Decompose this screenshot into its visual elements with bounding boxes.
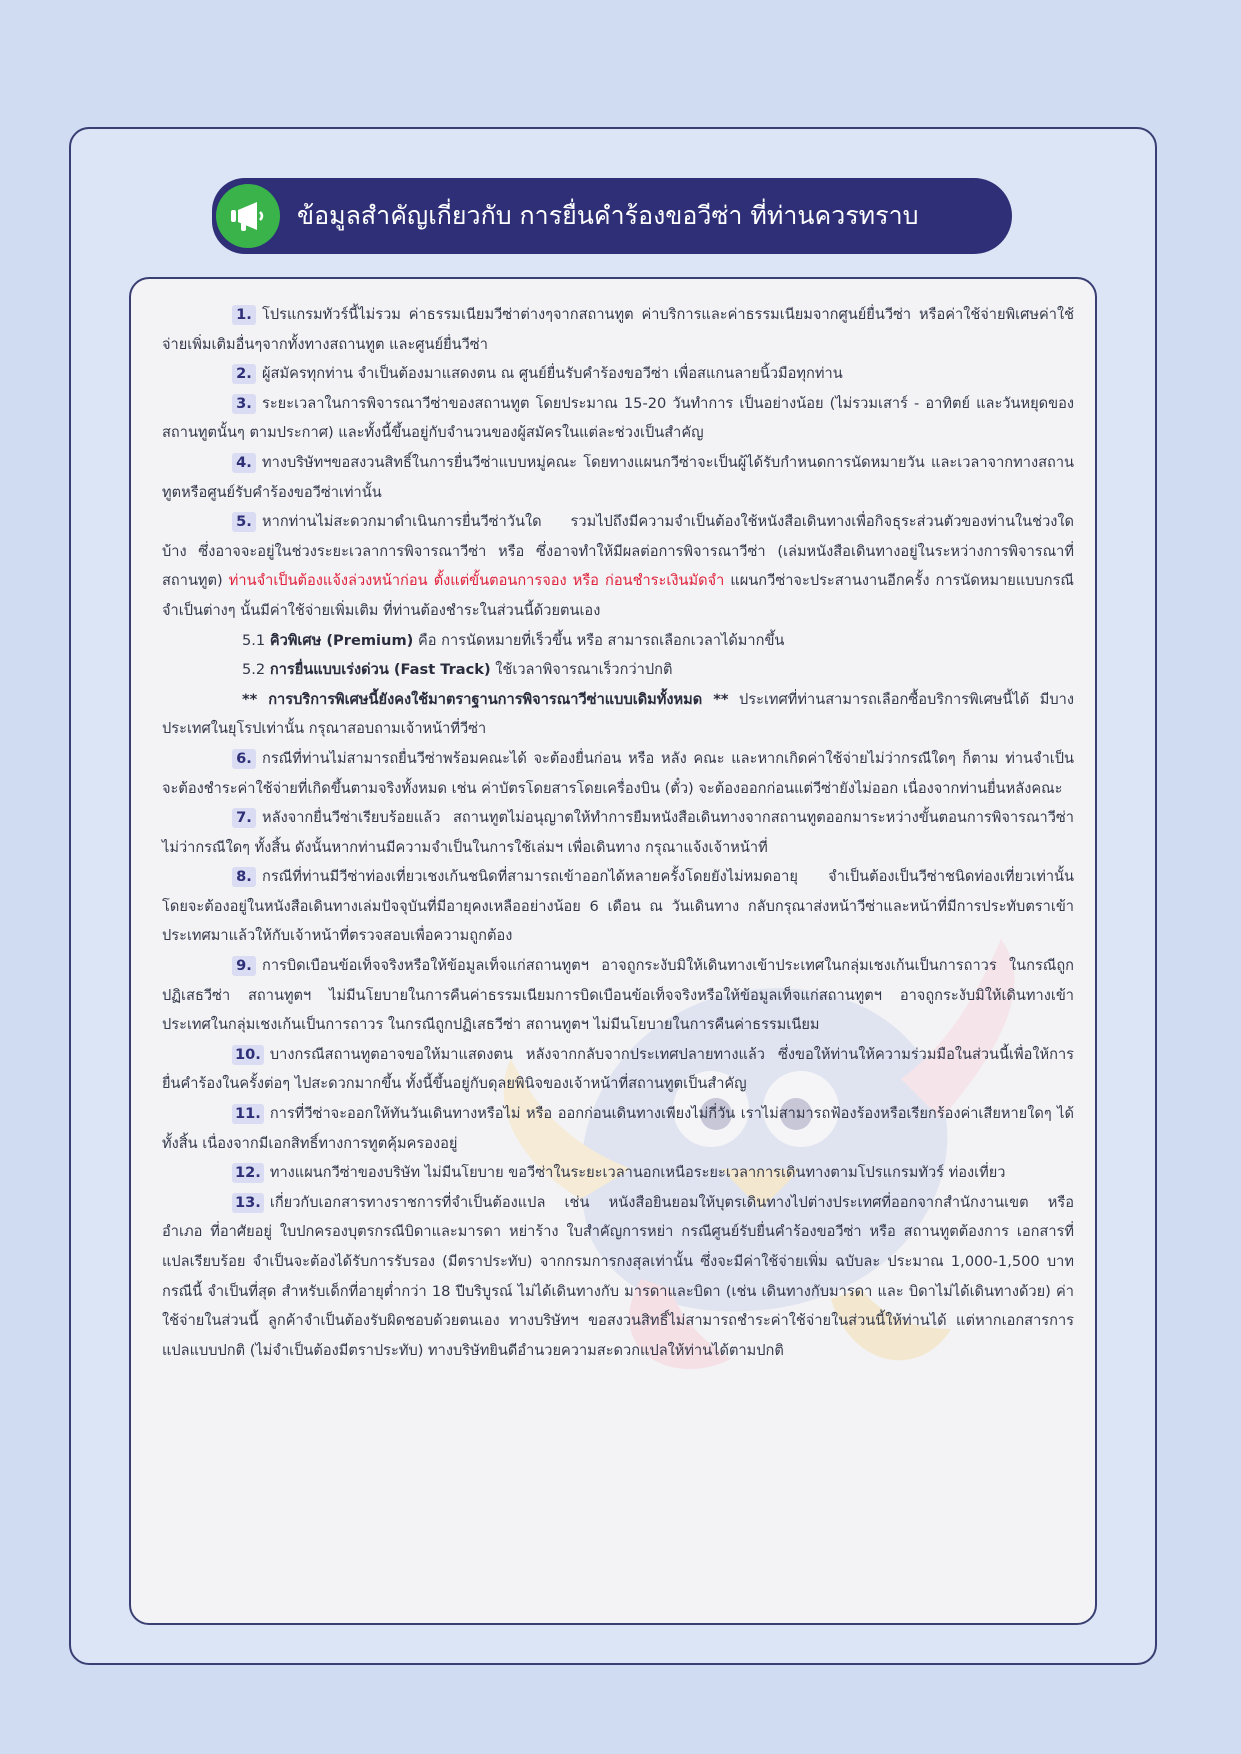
list-item — [162, 1040, 1074, 1099]
list-item — [162, 951, 1074, 1040]
item-number: 9. — [232, 956, 256, 976]
item-number: 6. — [232, 749, 256, 769]
list-item — [162, 1188, 1074, 1366]
item-number: 2. — [232, 364, 256, 384]
item-text: เกี่ยวกับเอกสารทางราชการที่จำเป็นต้องแปล เช่น หนังสือยินยอมให้บุตรเดินทางไปต่างประเทศที่ออกจากสำนักงานเขต หรือ อำเภอ ที่อาศัยอยู่ ใบปกครองบุตรกรณีบิดาและมารดา หย่าร้าง ใบสำคัญการหย่า กรณีศูนย์รับยื่นคำร้องขอวีซ่า หรือ สถานทูตต้องการ เอกสารที่แปลเรียบร้อย จำเป็นจะต้องได้รับการรับรอง (มีตราประทับ) จากกรมการกงสุลเท่านั้น ซึ่งจะมีค่าใช้จ่ายเพิ่ม ฉบับละ ประมาณ 1,000-1,500 บาท กรณีนี้ จำเป็นที่สุด สำหรับเด็กที่อายุต่ำกว่า 18 ปีบริบูรณ์ ไม่ได้เดินทางกับ มารดาและบิดา (เช่น เดินทางกับมารดา และ บิดาไม่ได้เดินทางด้วย) ค่าใช้จ่ายในส่วนนี้ ลูกค้าจำเป็นต้องรับผิดชอบด้วยตนเอง ทางบริษัทฯ ขอสงวนสิทธิ์ไม่สามารถชำระค่าใช้จ่ายในส่วนนี้ให้ท่านได้ แต่หากเอกสารการแปลแบบปกติ (ไม่จำเป็นต้องมีตราประทับ) ทางบริษัทยินดีอำนวยความสะดวกแปลให้ท่านได้ตามปกติ — [162, 1193, 1074, 1359]
sub-item-premium — [162, 626, 1074, 656]
item-text: ระยะเวลาในการพิจารณาวีซ่าของสถานทูต โดยประมาณ 15-20 วันทำการ เป็นอย่างน้อย (ไม่รวมเสาร์ - อาทิตย์ และวันหยุดของสถานทูตนั้นๆ ตามประกาศ) และทั้งนี้ขึ้นอยู่กับจำนวนของผู้สมัครในแต่ละช่วงเป็นสำคัญ — [162, 394, 1074, 442]
list-item — [162, 744, 1074, 803]
sub-item-fast-track — [162, 655, 1074, 685]
item-number: 4. — [232, 453, 256, 473]
sub-item-number: 5.2 — [242, 661, 266, 679]
list-item — [162, 862, 1074, 951]
item-number: 11. — [232, 1104, 264, 1124]
megaphone-icon — [229, 199, 267, 233]
page-title: ข้อมูลสำคัญเกี่ยวกับ การยื่นคำร้องขอวีซ่า ที่ท่านควรทราบ — [297, 201, 919, 230]
item-number: 1. — [232, 305, 256, 325]
list-item — [162, 389, 1074, 448]
sub-item-title: การยื่นแบบเร่งด่วน (Fast Track) — [269, 661, 491, 679]
list-item — [162, 507, 1074, 625]
item-text: แผนกวีซ่าจะประสานงานอีกครั้ง การนัดหมายแบบกรณีจำเป็นต่างๆ นั้นมีค่าใช้จ่ายเพิ่มเติม ที่ท่านต้องชำระในส่วนนี้ด้วยตนเอง — [162, 572, 1074, 619]
item-text: หลังจากยื่นวีซ่าเรียบร้อยแล้ว สถานทูตไม่อนุญาตให้ทำการยืมหนังสือเดินทางจากสถานทูตออกมาระหว่างขั้นตอนการพิจารณาวีซ่าไม่ว่ากรณีใดๆ ทั้งสิ้น ดังนั้นหากท่านมีความจำเป็นในการใช้เล่มฯ เพื่อเดินทาง กรุณาแจ้งเจ้าหน้าที่ — [162, 809, 1074, 856]
item-text: การบิดเบือนข้อเท็จจริงหรือให้ข้อมูลเท็จแก่สถานทูตฯ อาจถูกระงับมิให้เดินทางเข้าประเทศในกลุ่มเชงเก้นเป็นการถาวร ในกรณีถูกปฏิเสธวีซ่า สถานทูตฯ ไม่มีนโยบายในการคืนค่าธรรมเนียมการบิดเบือนข้อเท็จจริงหรือให้ข้อมูลเท็จแก่สถานทูตฯ อาจถูกระงับมิให้เดินทางเข้าประเทศในกลุ่มเชงเก้นเป็นการถาวร ในกรณีถูกปฏิเสธวีซ่า สถานทูตฯ ไม่มีนโยบายในการคืนค่าธรรมเนียม — [162, 957, 1074, 1034]
special-service-note — [162, 685, 1074, 744]
list-item — [162, 1158, 1074, 1188]
sub-item-title: คิวพิเศษ (Premium) — [269, 631, 414, 649]
list-item — [162, 300, 1074, 359]
note-bold: ** การบริการพิเศษนี้ยังคงใช้มาตราฐานการพิจารณาวีซ่าแบบเดิมทั้งหมด ** — [242, 690, 729, 708]
item-text: กรณีที่ท่านมีวีซ่าท่องเที่ยวเชงเก้นชนิดที่สามารถเข้าออกได้หลายครั้งโดยยังไม่หมดอายุ จำเป็นต้องเป็นวีซ่าชนิดท่องเที่ยวเท่านั้น โดยจะต้องอยู่ในหนังสือเดินทางเล่มปัจจุบันที่มีอายุคงเหลืออย่างน้อย 6 เดือน ณ วันเดินทาง กลับกรุณาส่งหน้าวีซ่าและหน้าที่มีการประทับตราเข้าประเทศมาแล้วให้กับเจ้าหน้าที่ตรวจสอบเพื่อความถูกต้อง — [162, 868, 1074, 945]
item-text: บางกรณีสถานทูตอาจขอให้มาแสดงตน หลังจากกลับจากประเทศปลายทางแล้ว ซึ่งขอให้ท่านให้ความร่วมมือในส่วนนี้เพื่อให้การยื่นคำร้องในครั้งต่อๆ ไปสะดวกมากขึ้น ทั้งนี้ขึ้นอยู่กับดุลยพินิจของเจ้าหน้าที่สถานทูตเป็นสำคัญ — [162, 1045, 1074, 1093]
list-item — [162, 448, 1074, 507]
list-item — [162, 1099, 1074, 1158]
item-text: โปรแกรมทัวร์นี้ไม่รวม ค่าธรรมเนียมวีซ่าต่างๆจากสถานทูต ค่าบริการและค่าธรรมเนียมจากศูนย์ยื่นวีซ่า หรือค่าใช้จ่ายพิเศษค่าใช้จ่ายเพิ่มเติมอื่นๆจากทั้งทางสถานทูต และศูนย์ยื่นวีซ่า — [162, 306, 1074, 353]
item-number: 12. — [232, 1163, 264, 1183]
item-text: ผู้สมัครทุกท่าน จำเป็นต้องมาแสดงตน ณ ศูนย์ยื่นรับคำร้องขอวีซ่า เพื่อสแกนลายนิ้วมือทุกท่าน — [262, 365, 843, 383]
item-text: ทางบริษัทฯขอสงวนสิทธิ์ในการยื่นวีซ่าแบบหมู่คณะ โดยทางแผนกวีซ่าจะเป็นผู้ได้รับกำหนดการนัดหมายวัน และเวลาจากทางสถานทูตหรือศูนย์รับคำร้องขอวีซ่าเท่านั้น — [162, 453, 1074, 501]
item-number: 5. — [232, 512, 256, 532]
item-text: การที่วีซ่าจะออกให้ทันวันเดินทางหรือไม่ หรือ ออกก่อนเดินทางเพียงไม่กี่วัน เราไม่สามารถฟ้องร้องหรือเรียกร้องค่าเสียหายใดๆ ได้ทั้งสิ้น เนื่องจากมีเอกสิทธิ์ทางการทูตคุ้มครองอยู่ — [162, 1105, 1074, 1152]
item-number: 13. — [232, 1193, 264, 1213]
note-text: ประเทศที่ท่านสามารถเลือกซื้อบริการพิเศษนี้ได้ มีบางประเทศในยุโรปเท่านั้น กรุณาสอบถามเจ้าหน้าที่วีซ่า — [162, 690, 1074, 738]
list-item — [162, 803, 1074, 862]
item-text: หากท่านไม่สะดวกมาดำเนินการยื่นวีซ่าวันใด รวมไปถึงมีความจำเป็นต้องใช้หนังสือเดินทางเพื่อกิจธุระส่วนตัวของท่านในช่วงใดบ้าง ซึ่งอาจจะอยู่ในช่วงระยะเวลาการพิจารณาวีซ่า หรือ ซึ่งอาจทำให้มีผลต่อการพิจารณาวีซ่า (เล่มหนังสือเดินทางอยู่ในระหว่างการพิจารณาที่สถานทูต) — [162, 513, 1074, 590]
item-number: 10. — [232, 1045, 264, 1065]
highlight-warning: ท่านจำเป็นต้องแจ้งล่วงหน้าก่อน ตั้งแต่ขั้นตอนการจอง หรือ ก่อนชำระเงินมัดจำ — [228, 572, 725, 590]
item-number: 3. — [232, 394, 256, 414]
item-text: ทางแผนกวีซ่าของบริษัท ไม่มีนโยบาย ขอวีซ่าในระยะเวลานอกเหนือระยะเวลาการเดินทางตามโปรแกรมทัวร์ ท่องเที่ยว — [269, 1164, 1006, 1182]
megaphone-badge — [216, 184, 280, 248]
list-item — [162, 359, 1074, 389]
sub-item-text: คือ การนัดหมายที่เร็วขึ้น หรือ สามารถเลือกเวลาได้มากขึ้น — [413, 631, 785, 649]
item-text: กรณีที่ท่านไม่สามารถยื่นวีซ่าพร้อมคณะได้ จะต้องยื่นก่อน หรือ หลัง คณะ และหากเกิดค่าใช้จ่ายไม่ว่ากรณีใดๆ ก็ตาม ท่านจำเป็นจะต้องชำระค่าใช้จ่ายที่เกิดขึ้นตามจริงทั้งหมด เช่น ค่าบัตรโดยสารโดยเครื่องบิน (ตั๋ว) จะต้องออกก่อนแต่วีซ่ายังไม่ออก เนื่องจากท่านยื่นหลังคณะ — [162, 749, 1074, 797]
sub-item-number: 5.1 — [242, 631, 266, 649]
notice-list — [162, 300, 1074, 1365]
sub-item-text: ใช้เวลาพิจารณาเร็วกว่าปกติ — [490, 661, 673, 679]
title-banner — [212, 178, 1012, 254]
item-number: 8. — [232, 867, 256, 887]
item-number: 7. — [232, 808, 256, 828]
